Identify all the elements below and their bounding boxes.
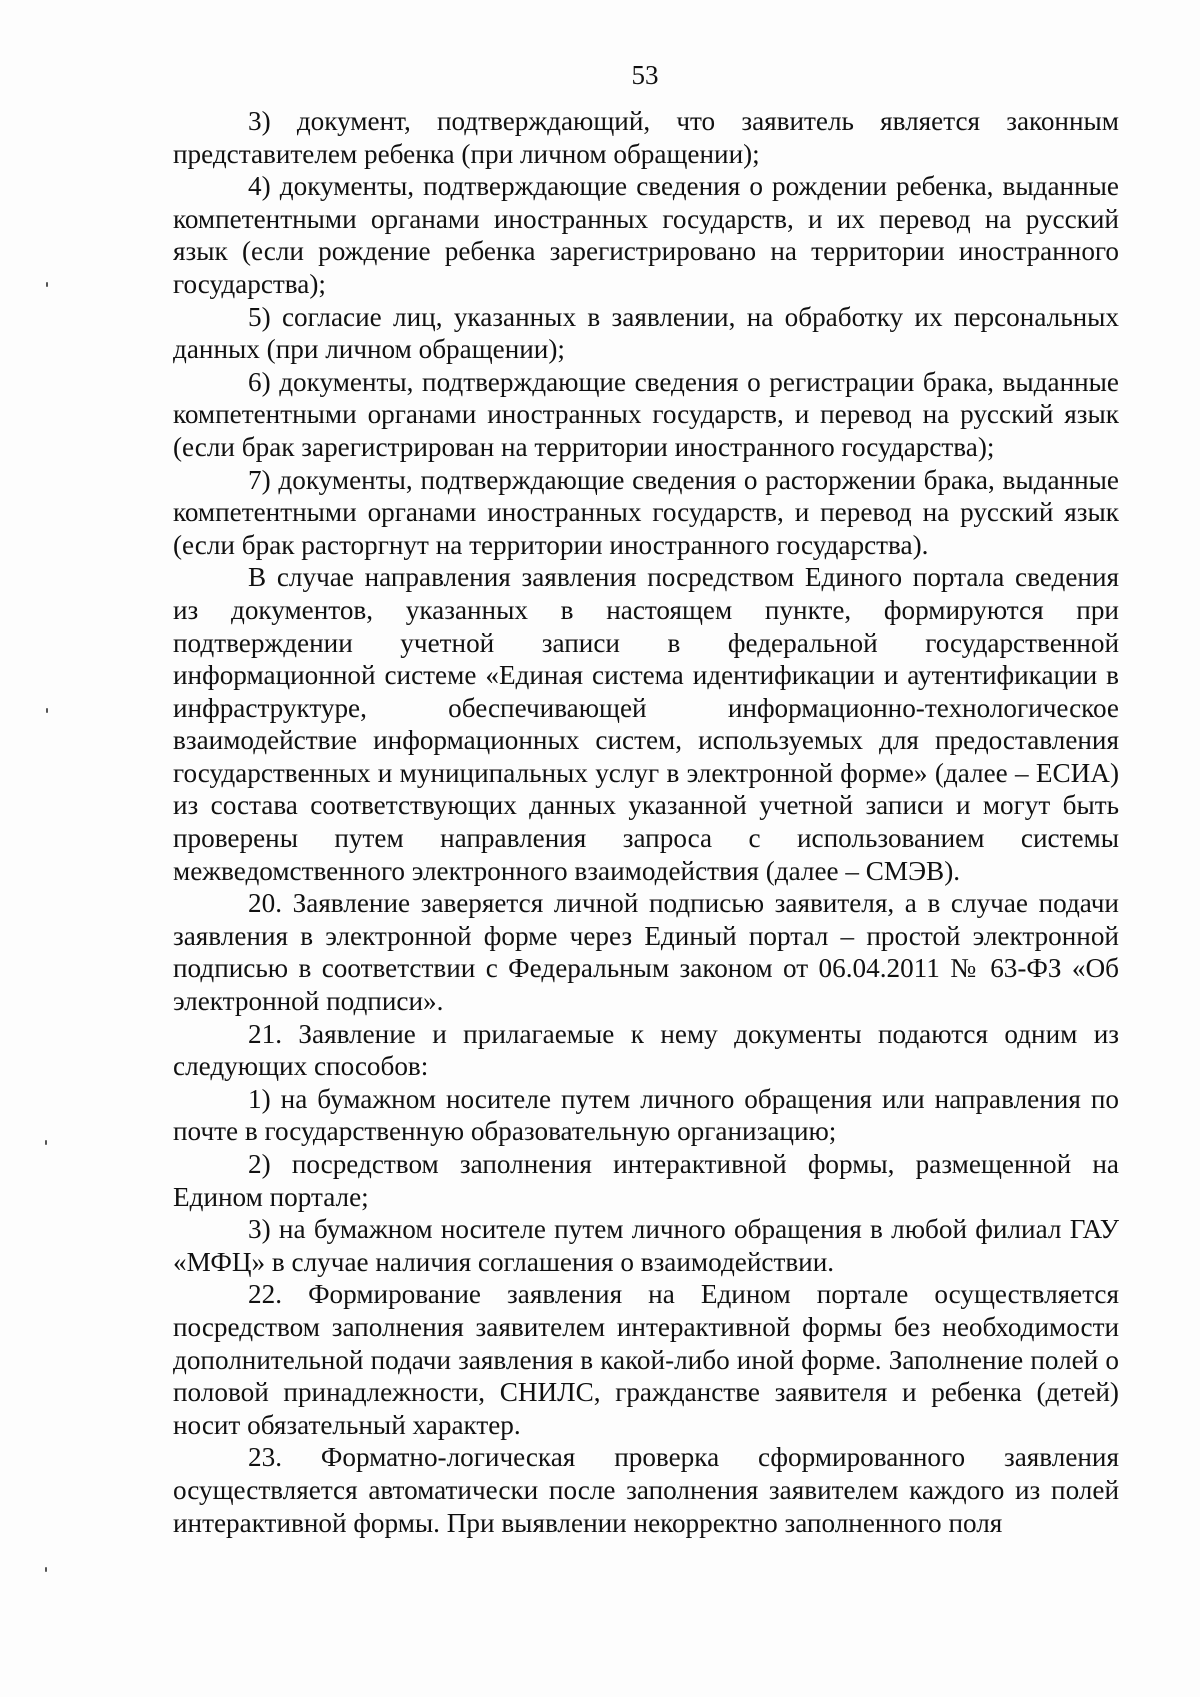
- document-body: [173, 105, 1119, 1539]
- paragraph-21-item-1: 1) на бумажном носителе путем личного обращения или направления по почте в государственную образовательную организацию;: [173, 1083, 1119, 1147]
- paragraph-item-5: 5) согласие лиц, указанных в заявлении, на обработку их персональных данных (при личном обращении);: [173, 301, 1119, 365]
- paragraph-21: 21. Заявление и прилагаемые к нему документы подаются одним из следующих способов:: [173, 1018, 1119, 1082]
- paragraph-23: 23. Форматно-логическая проверка сформированного заявления осуществляется автоматически после заполнения заявителем каждого из полей интерактивной формы. При выявлении некорректно заполненного поля: [173, 1442, 1119, 1538]
- paragraph-item-6: 6) документы, подтверждающие сведения о регистрации брака, выданные компетентными органами иностранных государств, и перевод на русский язык (если брак зарегистрирован на территории иностранного государства);: [173, 366, 1119, 462]
- page-number: 53: [631, 60, 659, 90]
- scan-speck: [45, 1140, 47, 1145]
- paragraph-item-4: 4) документы, подтверждающие сведения о рождении ребенка, выданные компетентными органами иностранных государств, и их перевод на русский язык (если рождение ребенка зарегистрировано на территории иностранного государства);: [173, 171, 1119, 299]
- paragraph-esia: В случае направления заявления посредством Единого портала сведения из документов, указанных в настоящем пункте, формируются при подтверждении учетной записи в федеральной государственной информационной системе «Единая система идентификации и аутентификации в инфраструктуре, обеспечивающей информационно-технологическое взаимодействие информационных систем, используемых для предоставления государственных и муниципальных услуг в электронной форме» (далее – ЕСИА) из состава соответствующих данных указанной учетной записи и могут быть проверены путем направления запроса с использованием системы межведомственного электронного взаимодействия (далее – СМЭВ).: [173, 562, 1119, 886]
- paragraph-22: 22. Формирование заявления на Едином портале осуществляется посредством заполнения заявителем интерактивной формы без необходимости дополнительной подачи заявления в какой-либо иной форме. Заполнение полей о половой принадлежности, СНИЛС, гражданстве заявителя и ребенка (детей) носит обязательный характер.: [173, 1279, 1119, 1440]
- scan-speck: [46, 282, 48, 287]
- scan-speck: [46, 708, 48, 713]
- paragraph-20: 20. Заявление заверяется личной подписью заявителя, а в случае подачи заявления в электронной форме через Единый портал – простой электронной подписью в соответствии с Федеральным законом от 06.04.2011 № 63-ФЗ «Об электронной подписи».: [173, 888, 1119, 1017]
- paragraph-21-item-2: 2) посредством заполнения интерактивной формы, размещенной на Едином портале;: [173, 1149, 1119, 1212]
- paragraph-21-item-3: 3) на бумажном носителе путем личного обращения в любой филиал ГАУ «МФЦ» в случае наличия соглашения о взаимодействии.: [173, 1214, 1119, 1277]
- paragraph-item-3: 3) документ, подтверждающий, что заявитель является законным представителем ребенка (при личном обращении);: [173, 106, 1119, 169]
- paragraph-item-7: 7) документы, подтверждающие сведения о расторжении брака, выданные компетентными органами иностранных государств, и перевод на русский язык (если брак расторгнут на территории иностранного государства).: [173, 464, 1119, 560]
- scan-speck: [45, 1567, 47, 1572]
